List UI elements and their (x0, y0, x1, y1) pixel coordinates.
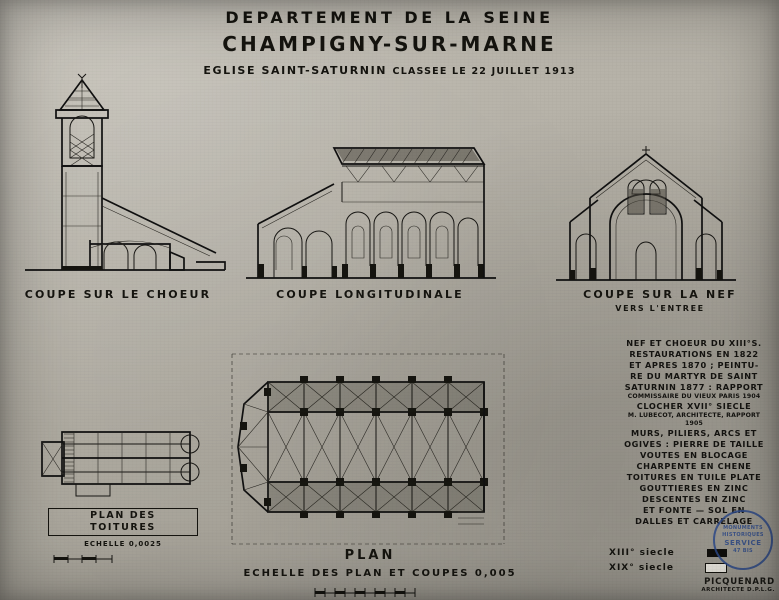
roof-plan-label: PLAN DES TOITURES (48, 508, 198, 536)
church-classification-note: CLASSEE LE 22 JUILLET 1913 (392, 66, 576, 77)
note-line: NEF ET CHOEUR DU XIII°S. (626, 338, 762, 348)
legend-swatch-white (705, 563, 727, 573)
city-title: CHAMPIGNY-SUR-MARNE (222, 32, 557, 56)
roof-plan-scale-bar (48, 551, 118, 563)
note-line: OGIVES : PIERRE DE TAILLE (624, 438, 764, 449)
note-line: DALLES ET CARRELAGE (635, 516, 753, 527)
official-stamp (713, 510, 773, 570)
main-plan-drawing (228, 348, 508, 548)
caption-text: COUPE LONGITUDINALE (276, 288, 464, 301)
church-title: EGLISE SAINT-SATURNIN (203, 64, 388, 77)
stamp-bottom-text: 47 BIS (733, 548, 753, 555)
legend-row (609, 548, 727, 559)
note-line: GOUTTIERES EN ZINC (639, 482, 749, 493)
main-plan-label-block (300, 548, 440, 564)
caption-coupe-longitudinale (240, 288, 500, 302)
scale-block (215, 568, 545, 598)
stamp-middle-text: SERVICE (724, 538, 762, 547)
legend-row (609, 563, 727, 574)
note-line: ET FONTE — SOL EN (642, 505, 746, 516)
caption-coupe-choeur (8, 288, 228, 302)
architect-name: PICQUENARD (704, 576, 775, 587)
architect-role: ARCHITECTE D.P.L.G. (701, 587, 775, 594)
note-line: TOITURES EN TUILE PLATE (626, 471, 762, 482)
note-line: DESCENTES EN ZINC (641, 494, 746, 504)
architect-signature (701, 577, 775, 595)
roof-plan-label-block (48, 508, 198, 563)
note-tiny-line: M. LUBECOT, ARCHITECTE, RAPPORT 1905 (627, 412, 761, 427)
note-line: RESTAURATIONS EN 1822 (629, 349, 759, 360)
stamp-top-text: MONUMENTS HISTORIQUES (722, 525, 764, 538)
caption-text: COUPE SUR LA NEF (583, 288, 737, 301)
notes-block (619, 338, 769, 527)
note-line: SATURNIN 1877 : RAPPORT (624, 382, 764, 393)
caption-text: COUPE SUR LE CHOEUR (24, 288, 212, 301)
legend-label: XIX° siecle (609, 562, 674, 573)
legend-block (609, 548, 727, 579)
roof-plan-drawing (40, 398, 220, 508)
legend-label: XIII° siecle (609, 547, 675, 558)
note-line: MURS, PILIERS, ARCS ET (631, 427, 757, 438)
note-tiny-line: COMMISSAIRE DU VIEUX PARIS 1904 (627, 393, 761, 401)
note-line: CHARPENTE EN CHENE (636, 460, 752, 471)
scale-bar (311, 584, 431, 598)
note-line: ET APRES 1870 ; PEINTU- (629, 360, 759, 371)
section-longitudinale-drawing (246, 138, 496, 288)
caption-subtext: VERS L'ENTREE (615, 303, 705, 313)
note-line: VOUTES EN BLOCAGE (639, 449, 748, 460)
department-title: DEPARTEMENT DE LA SEINE (225, 8, 554, 27)
section-nef-drawing (556, 140, 736, 288)
caption-coupe-nef (560, 288, 760, 314)
main-plan-label: PLAN (344, 548, 396, 563)
section-choeur-drawing (20, 48, 230, 283)
roof-plan-scale: ECHELLE 0,0025 (84, 539, 162, 548)
note-line: CLOCHER XVII° SIECLE (636, 401, 752, 412)
scale-label: ECHELLE DES PLAN ET COUPES 0,005 (243, 568, 517, 579)
note-line: RE DU MARTYR DE SAINT (630, 371, 758, 382)
